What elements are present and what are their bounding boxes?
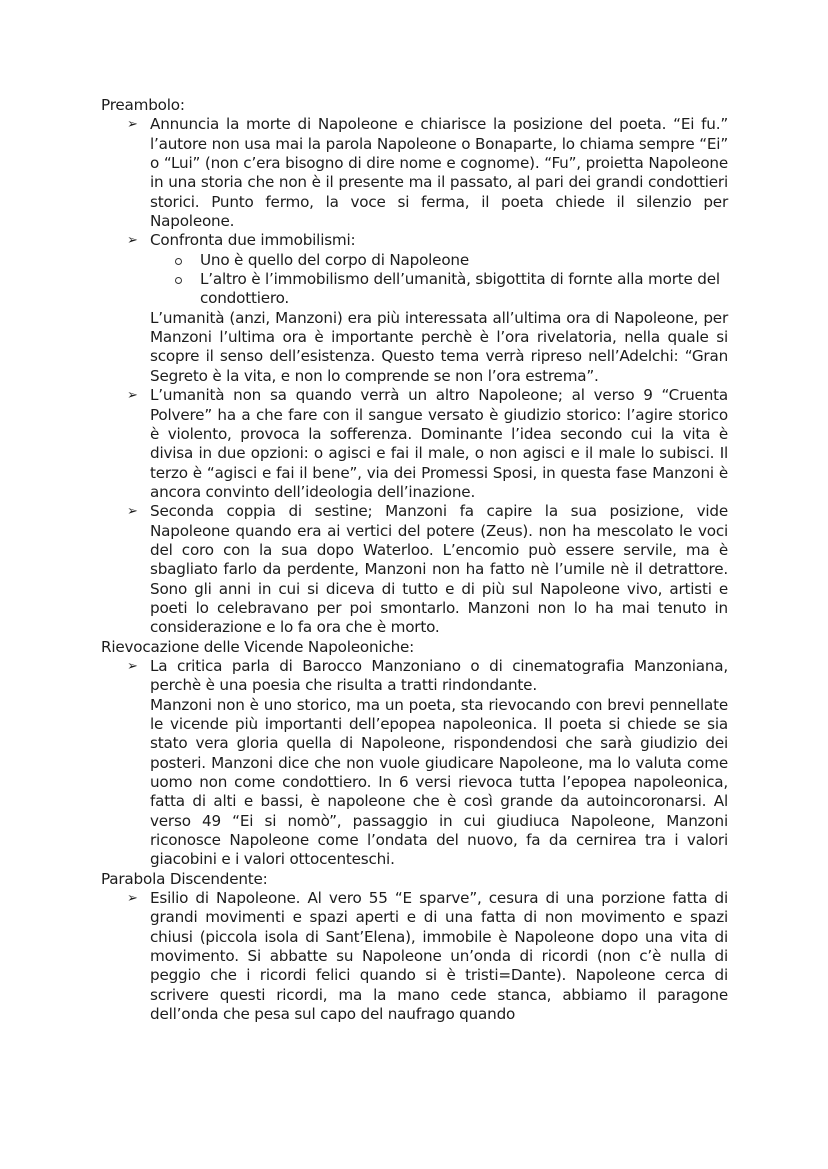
arrow-bullet-icon: ➢: [127, 504, 138, 520]
list-item: [101, 889, 728, 1024]
bullet-text: Confronta due immobilismi:: [150, 231, 356, 250]
section-parabola-discendente: [101, 870, 728, 1025]
sub-list-item: [150, 270, 728, 309]
bullet-text: L’umanità non sa quando verrà un altro Napoleone; al verso 9 “Cruenta Polvere” ha a che fare con il sangue versato è giudizio storico: l’agire storico è violento, provoca la sofferenza. Dominante l’idea secondo cui la vita è divisa in due opzioni: o agisci e fai il male, o non agisci e il male lo subisci. Il terzo è “agisci e fai il bene”, via dei Promessi Sposi, in questa fase Manzoni è ancora convinto dell’ideologia dell’inazione.: [150, 386, 728, 501]
bullet-text: Esilio di Napoleone. Al vero 55 “E sparve”, cesura di una porzione fatta di grandi movimenti e spazi aperti e di una fatta di non movimento e spazi chiusi (piccola isola di Sant’Elena), immobile è Napoleone dopo una vita di movimento. Si abbatte su Napoleone un’onda di ricordi (non c’è nulla di peggio che i ricordi felici quando si è tristi=Dante). Napoleone cerca di scrivere questi ricordi, ma la mano cede stanca, abbiamo il paragone dell’onda che pesa sul capo del naufrago quando: [150, 889, 728, 1024]
continuation-paragraph: L’umanità (anzi, Manzoni) era più interessata all’ultima ora di Napoleone, per Manzoni l’ultima ora è importante perchè è l’ora rivelatoria, nella quale si scopre il senso dell’esistenza. Questo tema verrà ripreso nell’Adelchi: “Gran Segreto è la vita, e non lo comprende se non l’ora estrema”.: [150, 308, 728, 385]
section-preambolo: [101, 96, 728, 638]
sub-list-item: [150, 251, 728, 270]
list-item: [101, 657, 728, 870]
bullet-text: Annuncia la morte di Napoleone e chiarisce la posizione del poeta. “Ei fu.” l’autore non usa mai la parola Napoleone o Bonaparte, lo chiama sempre “Ei” o “Lui” (non c’era bisogno di dire nome e cognome). “Fu”, proietta Napoleone in una storia che non è il presente ma il passato, al pari dei grandi condottieri storici. Punto fermo, la voce si ferma, il poeta chiede il silenzio per Napoleone.: [150, 115, 728, 231]
bullet-list: [101, 889, 728, 1024]
circle-bullet-icon: [175, 258, 182, 265]
sub-bullet-text: L’altro è l’immobilismo dell’umanità, sbigottita di fornte alla morte del condottiero.: [200, 270, 720, 308]
section-rievocazione: [101, 638, 728, 870]
sub-bullet-list: [150, 251, 728, 309]
list-item: [101, 115, 728, 231]
circle-bullet-icon: [175, 277, 182, 284]
bullet-text: Seconda coppia di sestine; Manzoni fa capire la sua posizione, vide Napoleone quando era ai vertici del potere (Zeus). non ha mescolato le voci del coro con la sua dopo Waterloo. L’encomio può essere servile, ma è sbagliato farlo da perdente, Manzoni non ha fatto nè l’umile nè il detrattore. Sono gli anni in cui si diceva di tutto e di più sul Napoleone vivo, artisti e poeti lo celebravano per poi smontarlo. Manzoni non lo ha mai tenuto in considerazione e lo fa ora che è morto.: [150, 502, 728, 637]
continuation-paragraph: Manzoni non è uno storico, ma un poeta, sta rievocando con brevi pennellate le vicende più importanti dell’epopea napoleonica. Il poeta si chiede se sia stato vera gloria quella di Napoleone, rispondendosi che sarà giudizio dei posteri. Manzoni dice che non vuole giudicare Napoleone, ma lo valuta come uomo non come condottiero. In 6 versi rievoca tutta l’epopea napoleonica, fatta di alti e bassi, è napoleone che è così grande da autoincoronarsi. Al verso 49 “Ei si nomò”, passaggio in cui giudiuca Napoleone, Manzoni riconosce Napoleone come l’ondata del nuovo, fa da cernirea tra i valori giacobini e i valori ottocenteschi.: [150, 695, 728, 869]
bullet-list: [101, 657, 728, 870]
arrow-bullet-icon: ➢: [127, 117, 138, 133]
bullet-list: [101, 115, 728, 637]
section-heading: Parabola Discendente:: [101, 869, 268, 888]
arrow-bullet-icon: ➢: [127, 658, 138, 674]
arrow-bullet-icon: ➢: [127, 233, 138, 249]
section-heading: Preambolo:: [101, 96, 185, 114]
list-item: [101, 231, 728, 386]
list-item: [101, 386, 728, 502]
sub-bullet-text: Uno è quello del corpo di Napoleone: [200, 250, 469, 269]
section-heading: Rievocazione delle Vicende Napoleoniche:: [101, 637, 415, 656]
document-page: [101, 96, 728, 1025]
list-item: [101, 502, 728, 637]
arrow-bullet-icon: ➢: [127, 388, 138, 404]
arrow-bullet-icon: ➢: [127, 891, 138, 907]
bullet-text: La critica parla di Barocco Manzoniano o di cinematografia Manzoniana, perchè è una poesia che risulta a tratti rindondante.: [150, 656, 728, 695]
